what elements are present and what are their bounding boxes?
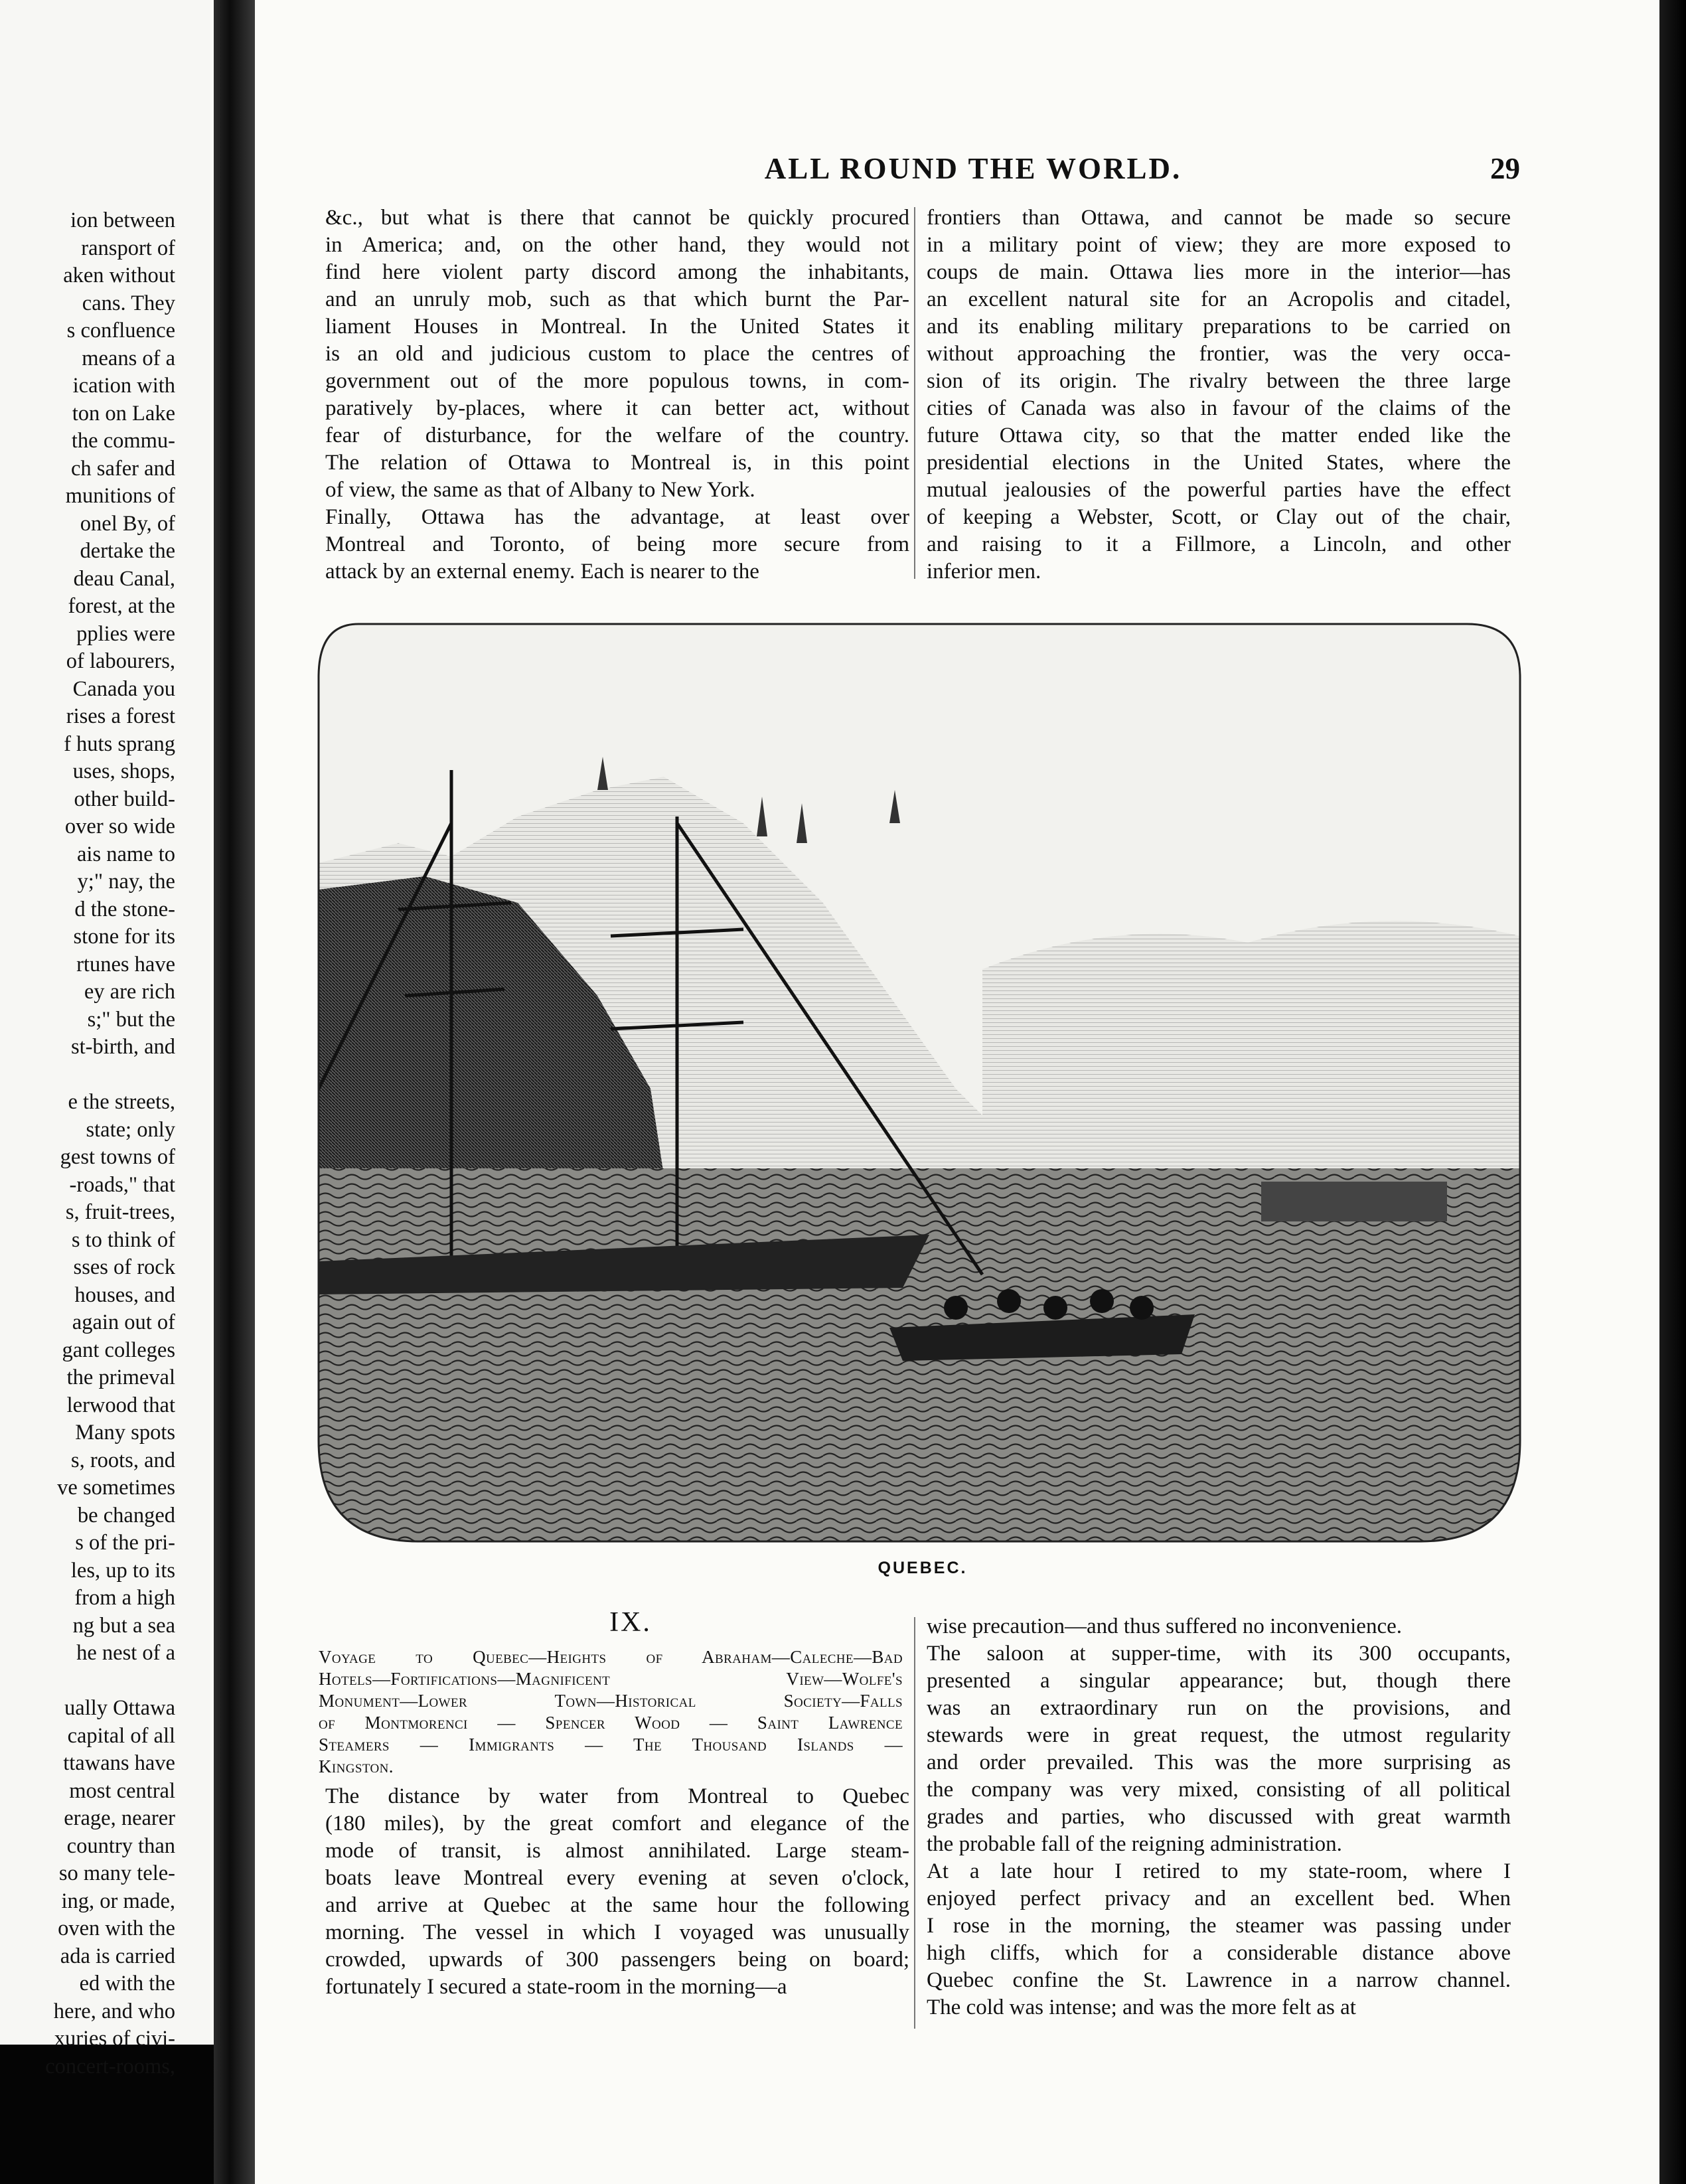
text-line: xuries of civi- [54, 2027, 175, 2051]
text-line: oven with the [58, 1916, 175, 1940]
text-line: deau Canal, [73, 566, 175, 591]
chapter-summary-line: Monument—Lower Town—Historical Society—Falls [319, 1691, 903, 1711]
chapter-summary [319, 1646, 903, 1778]
text-line: and order prevailed. This was the more surprising as [927, 1751, 1511, 1774]
distant-hills [982, 921, 1520, 1168]
text-line: be changed [77, 1503, 175, 1527]
text-line: presented a singular appearance; but, though there [927, 1669, 1511, 1693]
text-line: government out of the more populous towns, in com- [325, 369, 909, 393]
running-title: ALL ROUND THE WORLD. [764, 152, 1182, 185]
text-column-top-left [325, 204, 909, 585]
text-line: the primeval [66, 1365, 175, 1389]
text-line: munitions of [65, 484, 175, 508]
text-line: liament Houses in Montreal. In the United States it [325, 315, 909, 339]
page-edge [1659, 0, 1686, 2184]
text-line: in America; and, on the other hand, they would not [325, 233, 909, 257]
text-line: onel By, of [80, 511, 175, 536]
text-line: state; only [86, 1117, 175, 1142]
text-line: The relation of Ottawa to Montreal is, in this point [325, 451, 909, 475]
text-line: find here violent party discord among the inhabitants, [325, 260, 909, 284]
text-line: of view, the same as that of Albany to New York. [325, 478, 755, 502]
text-line: most central [69, 1778, 175, 1803]
page-number: 29 [1490, 152, 1520, 185]
text-line: s, roots, and [70, 1448, 175, 1472]
text-line: les, up to its [70, 1558, 175, 1583]
text-line: ton on Lake [72, 401, 175, 426]
text-line: ing, or made, [61, 1889, 175, 1913]
text-column-bottom-right [927, 1613, 1511, 2021]
text-line: future Ottawa city, so that the matter ended like the [927, 424, 1511, 447]
text-line: rises a forest [66, 704, 175, 728]
text-line: inferior men. [927, 560, 1041, 584]
text-line: The saloon at supper-time, with its 300 occupants, [927, 1642, 1511, 1666]
text-line [0, 1668, 175, 1695]
text-line: and an unruly mob, such as that which burnt the Par- [325, 287, 909, 311]
text-line: so many tele- [58, 1861, 175, 1885]
text-line: s confluence [66, 319, 175, 343]
text-line: ed with the [79, 1972, 175, 1995]
text-line: concert-rooms, [45, 2054, 175, 2078]
text-line: forest, at the [68, 594, 175, 618]
text-line: dertake the [80, 539, 175, 563]
text-line: Many spots [75, 1421, 175, 1444]
text-line: ication with [72, 374, 175, 398]
text-line: is an old and judicious custom to place the centres of [325, 342, 909, 366]
text-line: capital of all [67, 1723, 175, 1748]
chapter-summary-line: Hotels—Fortifications—Magnificent View—Wolfe's [319, 1669, 903, 1689]
text-line: grades and parties, who discussed with great warmth [927, 1805, 1511, 1829]
text-line: means of a [82, 346, 175, 370]
text-line: houses, and [74, 1283, 175, 1307]
text-line: attack by an external enemy. Each is nearer to the [325, 560, 759, 584]
text-line: ada is carried [60, 1944, 175, 1968]
text-line: s of the pri- [75, 1531, 175, 1555]
text-line: rtunes have [76, 952, 175, 976]
text-line: s to think of [71, 1227, 175, 1252]
text-line: enjoyed perfect privacy and an excellent bed. When [927, 1887, 1511, 1911]
text-line: mutual jealousies of the powerful parties have the effect [927, 478, 1511, 502]
text-line: -roads," that [69, 1172, 175, 1197]
text-line: paratively by-places, where it can better act, without [325, 396, 909, 420]
text-line: ais name to [76, 842, 175, 866]
text-line: the company was very mixed, consisting of all political [927, 1778, 1511, 1802]
text-line: and raising to it a Fillmore, a Lincoln, and other [927, 532, 1511, 556]
text-line: the commu- [71, 429, 175, 453]
text-line: gant colleges [62, 1338, 175, 1362]
text-line: of labourers, [66, 649, 175, 673]
text-line: At a late hour I retired to my state-room, where I [927, 1859, 1511, 1883]
text-line: Quebec confine the St. Lawrence in a narrow channel. [927, 1968, 1511, 1992]
text-line: e the streets, [68, 1090, 175, 1114]
text-line: y;" nay, the [77, 870, 175, 894]
text-line: sses of rock [73, 1255, 175, 1279]
text-line: aken without [63, 264, 175, 287]
text-line: high cliffs, which for a considerable distance above [927, 1941, 1511, 1965]
chapter-summary-line: Kingston. [319, 1756, 394, 1776]
text-line: other build- [74, 787, 175, 811]
text-line: presidential elections in the United States, where the [927, 451, 1511, 475]
text-line: lerwood that [66, 1393, 175, 1417]
text-line: again out of [72, 1310, 175, 1334]
text-line: ch safer and [71, 456, 175, 481]
chapter-summary-line: Voyage to Quebec—Heights of Abraham—Caleche—Bad [319, 1647, 903, 1667]
text-line: I rose in the morning, the steamer was passing under [927, 1914, 1511, 1938]
text-line: over so wide [64, 815, 175, 838]
text-line: mode of transit, is almost annihilated. Large steam- [325, 1839, 909, 1863]
text-line: without approaching the frontier, was the very occa- [927, 342, 1511, 366]
text-line: erage, nearer [64, 1806, 175, 1830]
text-column-top-right [927, 204, 1511, 585]
chapter-summary-line: of Montmorenci — Spencer Wood — Saint Lawrence [319, 1713, 903, 1733]
text-line: ey are rich [84, 980, 175, 1004]
text-line: here, and who [53, 1999, 175, 2023]
text-line: cities of Canada was also in favour of the claims of the [927, 396, 1511, 420]
text-line: wise precaution—and thus suffered no inconvenience. [927, 1614, 1402, 1638]
text-line: an excellent natural site for an Acropolis and citadel, [927, 287, 1511, 311]
text-line: the probable fall of the reigning administration. [927, 1832, 1342, 1856]
text-line: frontiers than Ottawa, and cannot be made so secure [927, 206, 1511, 230]
text-line: (180 miles), by the great comfort and elegance of the [325, 1812, 909, 1835]
text-line: Canada you [72, 676, 175, 701]
text-line: crowded, upwards of 300 passengers being on board; [325, 1948, 909, 1972]
text-line: coups de main. Ottawa lies more in the interior—has [927, 260, 1511, 284]
text-line: uses, shops, [72, 759, 175, 783]
text-line: fear of disturbance, for the welfare of the country. [325, 424, 909, 447]
column-divider-bottom [914, 1617, 915, 2029]
text-column-bottom-left [325, 1783, 909, 2001]
text-line: from a high [74, 1586, 175, 1610]
text-line: The distance by water from Montreal to Quebec [325, 1784, 909, 1808]
text-line: ve sometimes [57, 1476, 175, 1500]
text-line [0, 1061, 175, 1089]
illustration-caption: QUEBEC. [878, 1559, 968, 1577]
text-line: he nest of a [76, 1641, 175, 1665]
book-gutter [214, 0, 255, 2184]
paddle-steamer [1261, 1182, 1447, 1221]
text-line: f huts sprang [64, 732, 175, 756]
text-line: cans. They [82, 291, 175, 315]
facing-page [0, 0, 214, 2078]
text-line: was an extraordinary run on the provisions, and [927, 1696, 1511, 1720]
text-line: sion of its origin. The rivalry between the three large [927, 369, 1511, 393]
text-line: fortunately I secured a state-room in the morning—a [325, 1975, 787, 1999]
text-line: s;" but the [87, 1007, 175, 1032]
text-line: s, fruit-trees, [65, 1200, 175, 1224]
text-line: pplies were [76, 621, 175, 646]
text-line: and its enabling military preparations to be carried on [927, 315, 1511, 339]
text-line: ng but a sea [72, 1613, 175, 1638]
text-line: ion between [70, 208, 175, 232]
text-line: morning. The vessel in which I voyaged was unusually [325, 1920, 909, 1944]
facing-page-text-column [0, 207, 175, 2080]
text-line: Montreal and Toronto, of being more secure from [325, 532, 909, 556]
text-line: d the stone- [74, 897, 175, 921]
text-line: and arrive at Quebec at the same hour the following [325, 1893, 909, 1917]
text-line: ransport of [81, 236, 175, 260]
column-divider-top [914, 207, 915, 579]
text-line: &c., but what is there that cannot be quickly procured [325, 206, 909, 230]
text-line: in a military point of view; they are more exposed to [927, 233, 1511, 257]
text-line: of keeping a Webster, Scott, or Clay out of the chair, [927, 505, 1511, 529]
chapter-summary-line: Steamers — Immigrants — The Thousand Islands — [319, 1735, 903, 1755]
text-line: boats leave Montreal every evening at seven o'clock, [325, 1866, 909, 1890]
chapter-number: IX. [609, 1607, 652, 1638]
quebec-engraving [319, 624, 1520, 1541]
text-line: stewards were in great request, the utmost regularity [927, 1723, 1511, 1747]
text-line: gest towns of [60, 1145, 175, 1169]
text-line: stone for its [73, 925, 175, 949]
text-line: ttawans have [63, 1751, 175, 1775]
text-line: ually Ottawa [64, 1696, 175, 1720]
text-line: The cold was intense; and was the more felt as at [927, 1995, 1356, 2019]
text-line: country than [66, 1833, 175, 1858]
text-line: st-birth, and [70, 1035, 175, 1059]
text-line: Finally, Ottawa has the advantage, at least over [325, 505, 909, 529]
